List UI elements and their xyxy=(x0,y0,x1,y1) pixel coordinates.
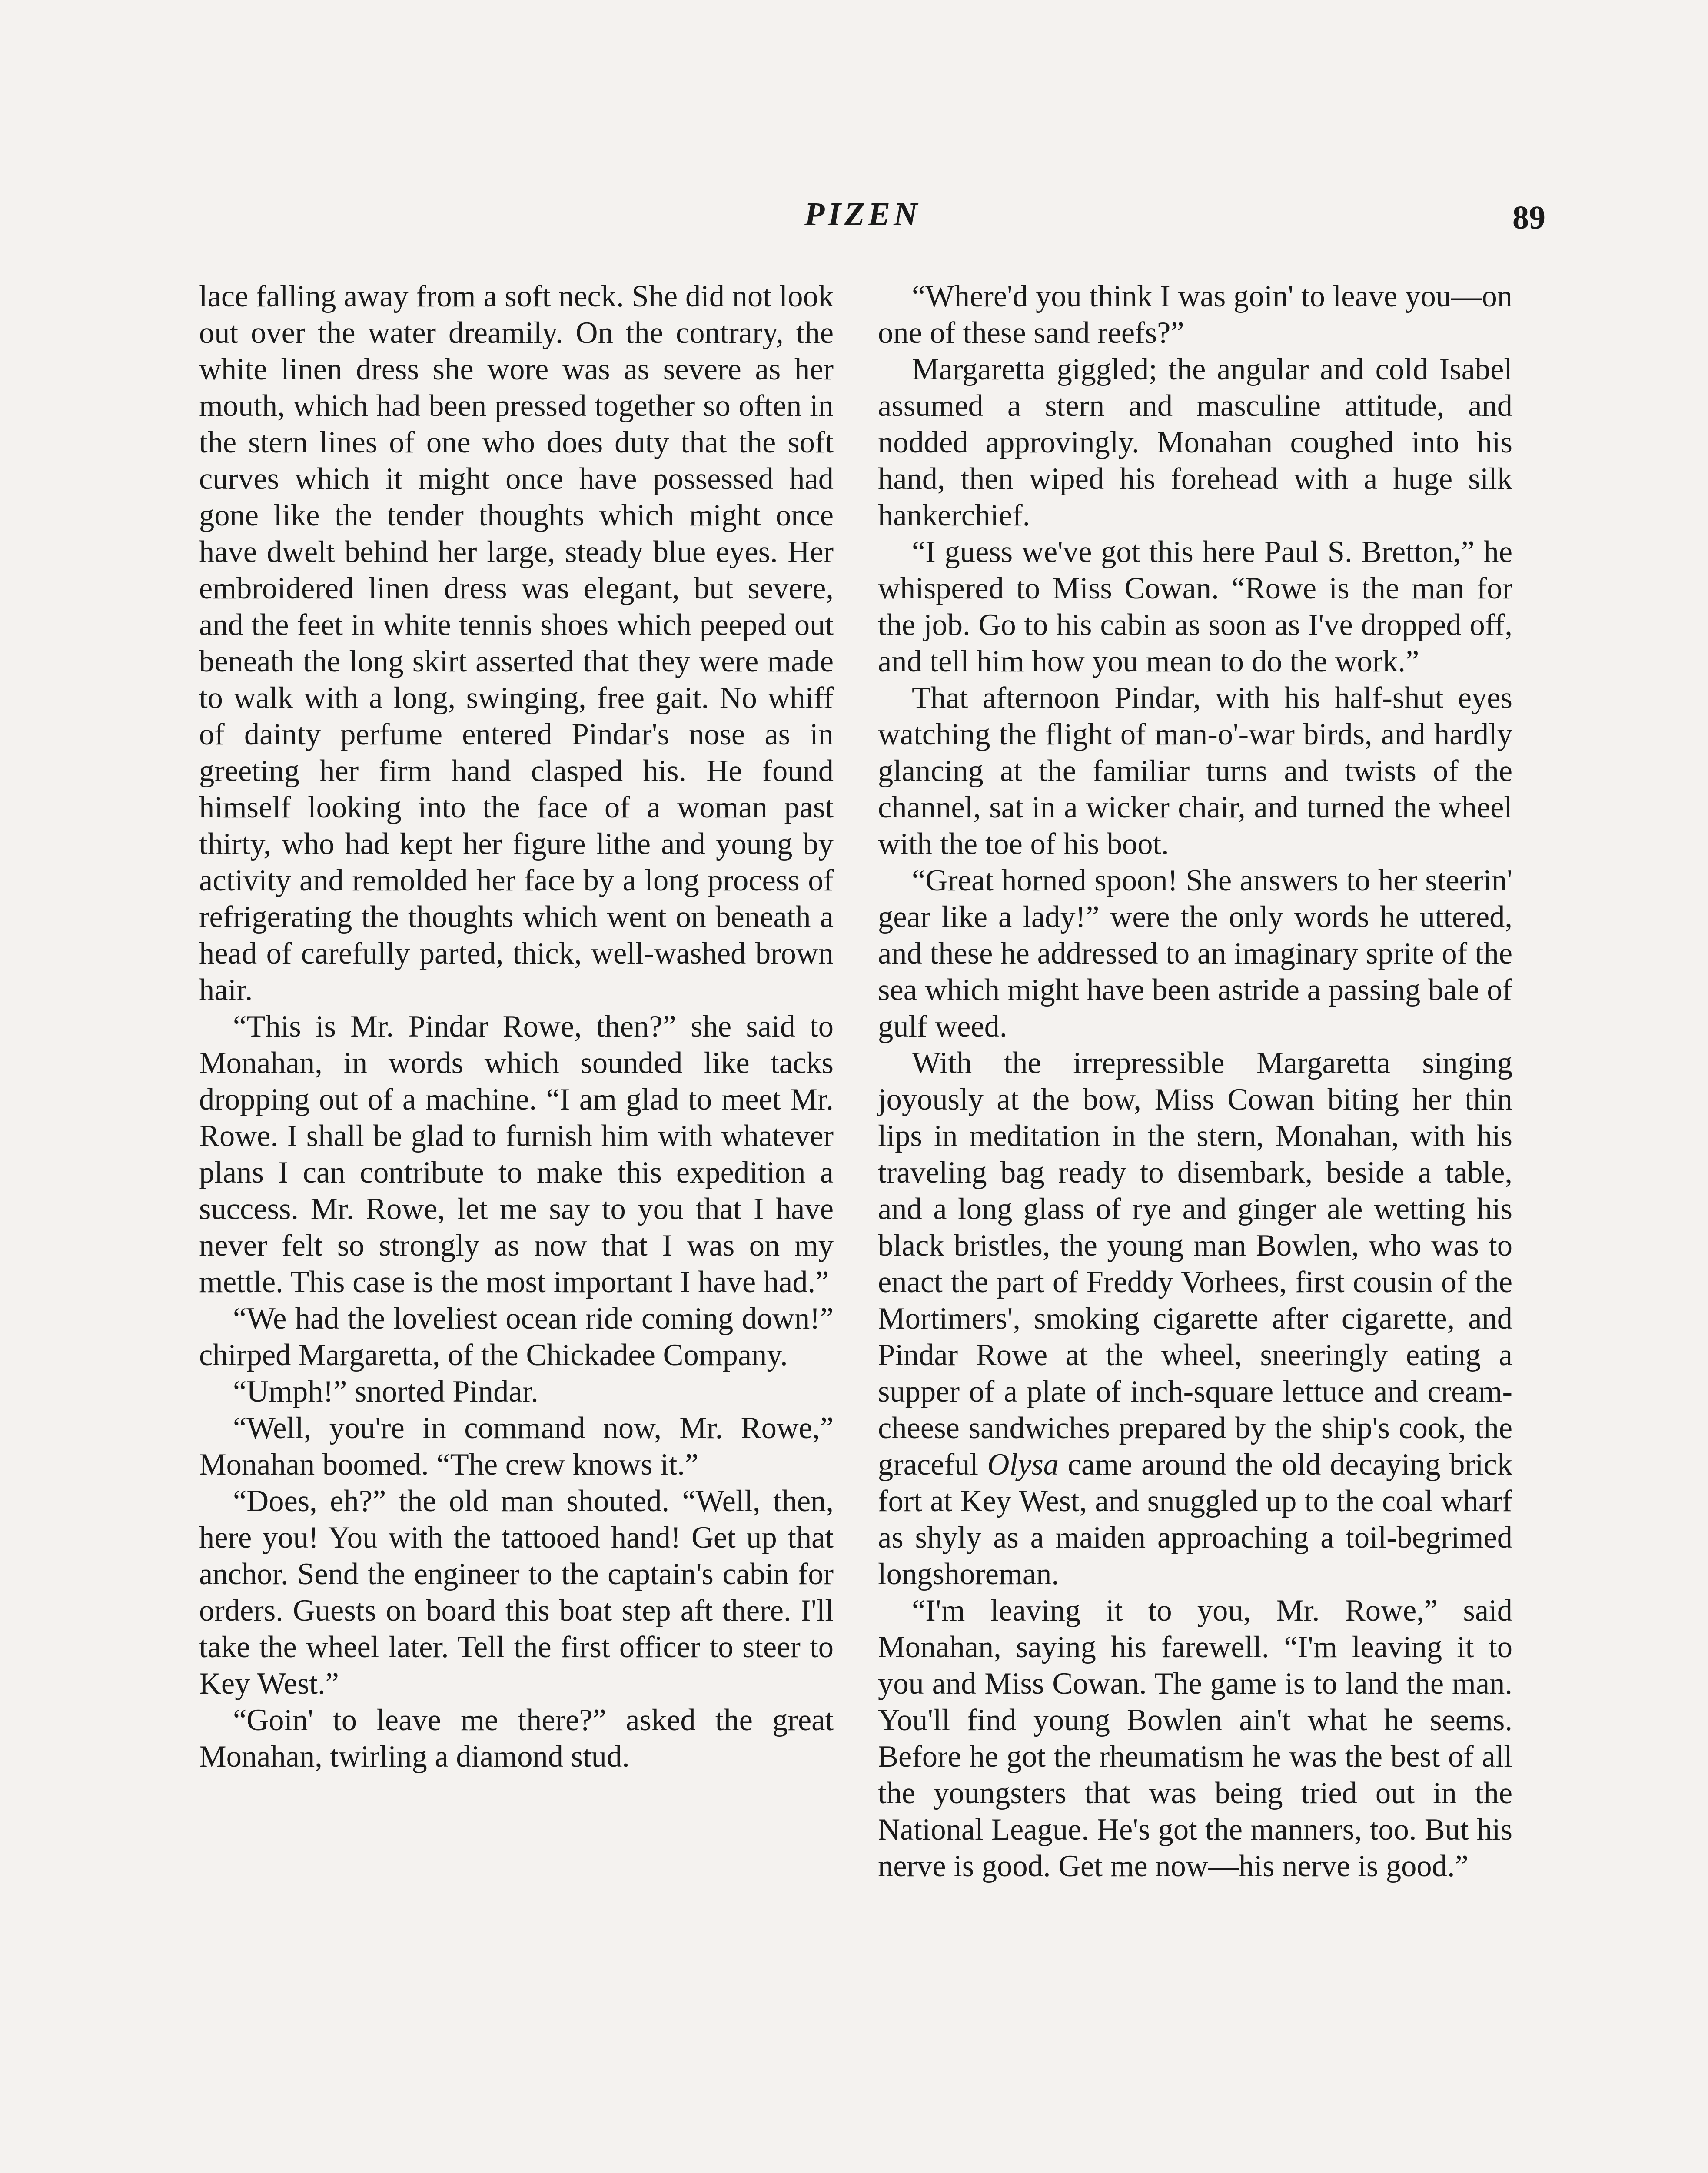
right-column xyxy=(878,278,1512,1884)
paragraph: “This is Mr. Pindar Rowe, then?” she said to Monahan, in words which sounded like tacks dropping out of a machine. “I am glad to meet Mr. Rowe. I shall be glad to furnish him with whatever plans I can contribute to make this expedition a success. Mr. Rowe, let me say to you that I have never felt so strongly as now that I was on my mettle. This case is the most important I have had.” xyxy=(199,1010,834,1299)
paragraph: “Goin' to leave me there?” asked the great Monahan, twirling a diamond stud. xyxy=(199,1703,834,1774)
paragraph: “We had the loveliest ocean ride coming down!” chirped Margaretta, of the Chickadee Company. xyxy=(199,1302,834,1372)
paragraph xyxy=(878,1045,1512,1592)
paragraph: That afternoon Pindar, with his half-shut eyes watching the flight of man-o'-war birds, and hardly glancing at the familiar turns and twists of the channel, sat in a wicker chair, and turned the wheel with the toe of his boot. xyxy=(878,681,1512,861)
running-title: PIZEN xyxy=(804,196,921,233)
paragraph: “Umph!” snorted Pindar. xyxy=(233,1375,538,1409)
left-column xyxy=(199,278,834,1775)
paragraph: “Where'd you think I was goin' to leave you—on one of these sand reefs?” xyxy=(878,279,1512,350)
paragraph: lace falling away from a soft neck. She did not look out over the water dreamily. On the contrary, the white linen dress she wore was as severe as her mouth, which had been pressed together so often in the stern lines of one who does duty that the soft curves which it might once have possessed had gone like the tender thoughts which might once have dwelt behind her large, steady blue eyes. Her embroidered linen dress was elegant, but severe, and the feet in white tennis shoes which peeped out beneath the long skirt asserted that they were made to walk with a long, swinging, free gait. No whiff of dainty perfume entered Pindar's nose as in greeting her firm hand clasped his. He found himself looking into the face of a woman past thirty, who had kept her figure lithe and young by activity and remolded her face by a long process of refrigerating the thoughts which went on beneath a head of carefully parted, thick, well-washed brown hair. xyxy=(199,279,834,1007)
paragraph: Margaretta giggled; the angular and cold Isabel assumed a stern and masculine attitude, and nodded approvingly. Monahan coughed into his hand, then wiped his forehead with a huge silk hankerchief. xyxy=(878,352,1512,532)
page-header xyxy=(0,196,1708,248)
page-number: 89 xyxy=(1512,199,1545,236)
ship-name: Olysa xyxy=(987,1448,1059,1482)
paragraph: “Does, eh?” the old man shouted. “Well, then, here you! You with the tattooed hand! Get up that anchor. Send the engineer to the captain's cabin for orders. Guests on board this boat step aft there. I'll take the wheel later. Tell the first officer to steer to Key West.” xyxy=(199,1484,834,1701)
paragraph-text: With the irrepressible Margaretta singing joyously at the bow, Miss Cowan biting her thin lips in meditation in the stern, Monahan, with his traveling bag ready to disembark, beside a table, and a long glass of rye and ginger ale wetting his black bristles, the young man Bowlen, who was to enact the part of Freddy Vorhees, first cousin of the Mortimers', smoking cigarette after cigarette, and Pindar Rowe at the wheel, sneeringly eating a supper of a plate of inch-square lettuce and cream-cheese sandwiches prepared by the ship's cook, the graceful xyxy=(878,1046,1512,1482)
paragraph: “I guess we've got this here Paul S. Bretton,” he whispered to Miss Cowan. “Rowe is the man for the job. Go to his cabin as soon as I've dropped off, and tell him how you mean to do the work.” xyxy=(878,535,1512,678)
paragraph-text: came around the old decaying brick fort at Key West, and snuggled up to the coal wharf as shyly as a maiden approaching a toil-begrimed longshoreman. xyxy=(878,1448,1512,1591)
paragraph: “Great horned spoon! She answers to her steerin' gear like a lady!” were the only words he uttered, and these he addressed to an imaginary sprite of the sea which might have been astride a passing bale of gulf weed. xyxy=(878,864,1512,1043)
paragraph: “I'm leaving it to you, Mr. Rowe,” said Monahan, saying his farewell. “I'm leaving it to you and Miss Cowan. The game is to land the man. You'll find young Bowlen ain't what he seems. Before he got the rheumatism he was the best of all the youngsters that was being tried out in the National League. He's got the manners, too. But his nerve is good. Get me now—his nerve is good.” xyxy=(878,1594,1512,1883)
paragraph: “Well, you're in command now, Mr. Rowe,” Monahan boomed. “The crew knows it.” xyxy=(199,1411,834,1482)
